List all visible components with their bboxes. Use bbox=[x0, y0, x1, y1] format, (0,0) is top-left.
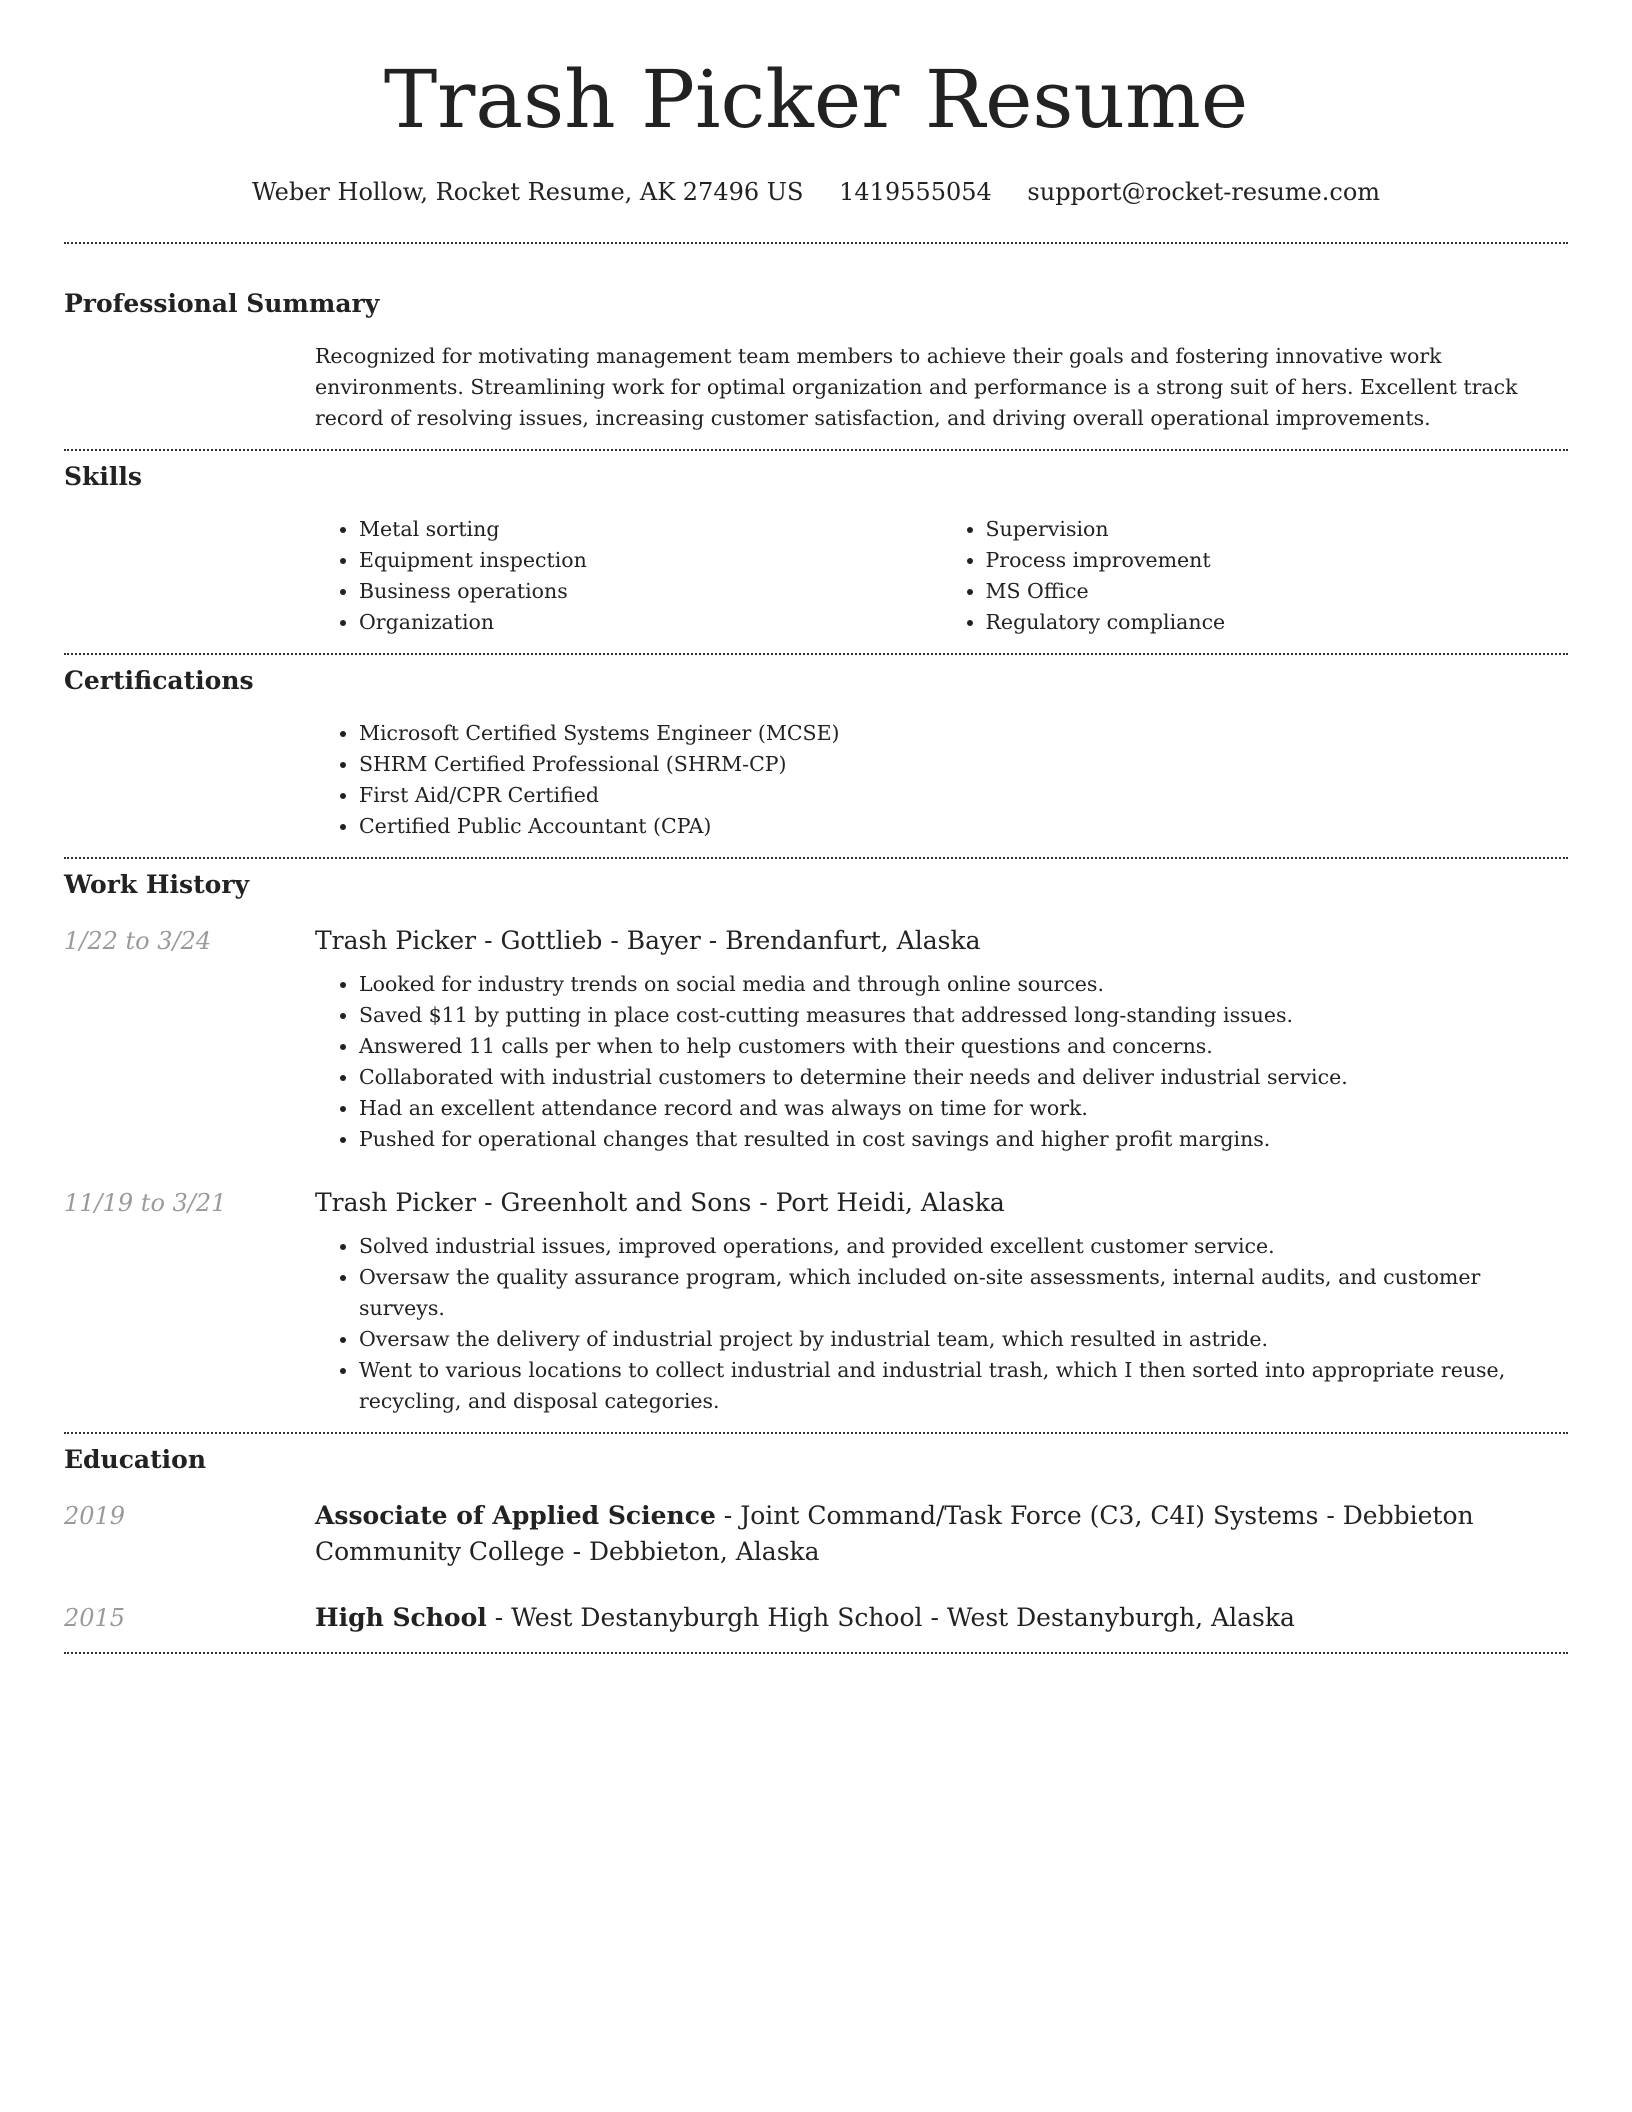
education-details: - Joint Command/Task Force (C3, C4I) Systems - Debbieton Community College - Debbieton, Alaska bbox=[315, 1501, 1474, 1566]
skill-item: • Organization bbox=[359, 607, 942, 638]
job-bullet: • Oversaw the quality assurance program, which included on-site assessments, internal audits, and customer surveys. bbox=[359, 1262, 1568, 1324]
certification-item: • First Aid/CPR Certified bbox=[359, 780, 1568, 811]
job-bullet: • Looked for industry trends on social media and through online sources. bbox=[359, 969, 1568, 1000]
summary-content bbox=[315, 341, 1568, 434]
divider bbox=[64, 1432, 1568, 1434]
divider bbox=[64, 653, 1568, 655]
summary-text: Recognized for motivating management team members to achieve their goals and fostering innovative work environments. Streamlining work for optimal organization and performance is a strong suit of hers. Excellent track record of resolving issues, increasing customer satisfaction, and driving overall operational improvements. bbox=[315, 344, 1518, 430]
job-dates: 1/22 to 3/24 bbox=[64, 927, 212, 955]
skill-item: • MS Office bbox=[986, 576, 1569, 607]
skill-item: • Metal sorting bbox=[359, 514, 942, 545]
work-history-section bbox=[64, 869, 1568, 1417]
education-entry bbox=[64, 1600, 1568, 1636]
contact-email: support@rocket-resume.com bbox=[1027, 178, 1381, 206]
divider bbox=[64, 1652, 1568, 1654]
certifications-heading: Certifications bbox=[64, 666, 254, 695]
job-dates: 11/19 to 3/21 bbox=[64, 1189, 227, 1217]
skill-item: • Regulatory compliance bbox=[986, 607, 1569, 638]
divider bbox=[64, 857, 1568, 859]
divider bbox=[64, 449, 1568, 451]
job-bullet: • Solved industrial issues, improved operations, and provided excellent customer service. bbox=[359, 1231, 1568, 1262]
education-title bbox=[315, 1600, 1568, 1636]
education-title bbox=[315, 1498, 1568, 1570]
education-year: 2015 bbox=[64, 1604, 126, 1632]
education-year: 2019 bbox=[64, 1502, 126, 1530]
job-entry bbox=[64, 923, 1568, 1155]
skill-item: • Process improvement bbox=[986, 545, 1569, 576]
skill-item: • Equipment inspection bbox=[359, 545, 942, 576]
contact-address: Weber Hollow, Rocket Resume, AK 27496 US bbox=[251, 178, 804, 206]
skills-list bbox=[315, 514, 1568, 638]
skill-item: • Supervision bbox=[986, 514, 1569, 545]
education-heading: Education bbox=[64, 1445, 207, 1474]
skills-section bbox=[64, 461, 1568, 638]
divider bbox=[64, 242, 1568, 244]
summary-section bbox=[64, 288, 1568, 434]
certification-item: • Certified Public Accountant (CPA) bbox=[359, 811, 1568, 842]
certifications-list bbox=[315, 718, 1568, 842]
job-bullet: • Had an excellent attendance record and was always on time for work. bbox=[359, 1093, 1568, 1124]
certification-item: • Microsoft Certified Systems Engineer (MCSE) bbox=[359, 718, 1568, 749]
summary-heading: Professional Summary bbox=[64, 289, 380, 318]
skills-column-2 bbox=[942, 514, 1569, 638]
certifications-section bbox=[64, 665, 1568, 842]
resume-header bbox=[64, 0, 1568, 208]
job-bullet: • Saved $11 by putting in place cost-cutting measures that addressed long-standing issues. bbox=[359, 1000, 1568, 1031]
job-bullet: • Answered 11 calls per when to help customers with their questions and concerns. bbox=[359, 1031, 1568, 1062]
job-bullets bbox=[315, 969, 1568, 1155]
job-title: Trash Picker - Greenholt and Sons - Port Heidi, Alaska bbox=[315, 1188, 1005, 1217]
page-title: Trash Picker Resume bbox=[383, 53, 1249, 146]
job-entry bbox=[64, 1185, 1568, 1417]
education-entry bbox=[64, 1498, 1568, 1570]
education-degree: Associate of Applied Science bbox=[315, 1501, 716, 1530]
job-bullet: • Oversaw the delivery of industrial project by industrial team, which resulted in astride. bbox=[359, 1324, 1568, 1355]
contact-phone: 1419555054 bbox=[839, 178, 992, 206]
education-details: - West Destanyburgh High School - West Destanyburgh, Alaska bbox=[486, 1603, 1295, 1632]
resume-page bbox=[64, 0, 1568, 1654]
job-bullet: • Pushed for operational changes that resulted in cost savings and higher profit margins. bbox=[359, 1124, 1568, 1155]
work-history-heading: Work History bbox=[64, 870, 250, 899]
skills-column-1 bbox=[315, 514, 942, 638]
contact-line bbox=[64, 176, 1568, 208]
job-bullets bbox=[315, 1231, 1568, 1417]
education-degree: High School bbox=[315, 1603, 487, 1632]
certification-item: • SHRM Certified Professional (SHRM-CP) bbox=[359, 749, 1568, 780]
education-section bbox=[64, 1444, 1568, 1636]
skills-heading: Skills bbox=[64, 462, 142, 491]
job-title: Trash Picker - Gottlieb - Bayer - Brendanfurt, Alaska bbox=[315, 926, 981, 955]
job-bullet: • Went to various locations to collect industrial and industrial trash, which I then sorted into appropriate reuse, recycling, and disposal categories. bbox=[359, 1355, 1568, 1417]
job-bullet: • Collaborated with industrial customers to determine their needs and deliver industrial service. bbox=[359, 1062, 1568, 1093]
skill-item: • Business operations bbox=[359, 576, 942, 607]
